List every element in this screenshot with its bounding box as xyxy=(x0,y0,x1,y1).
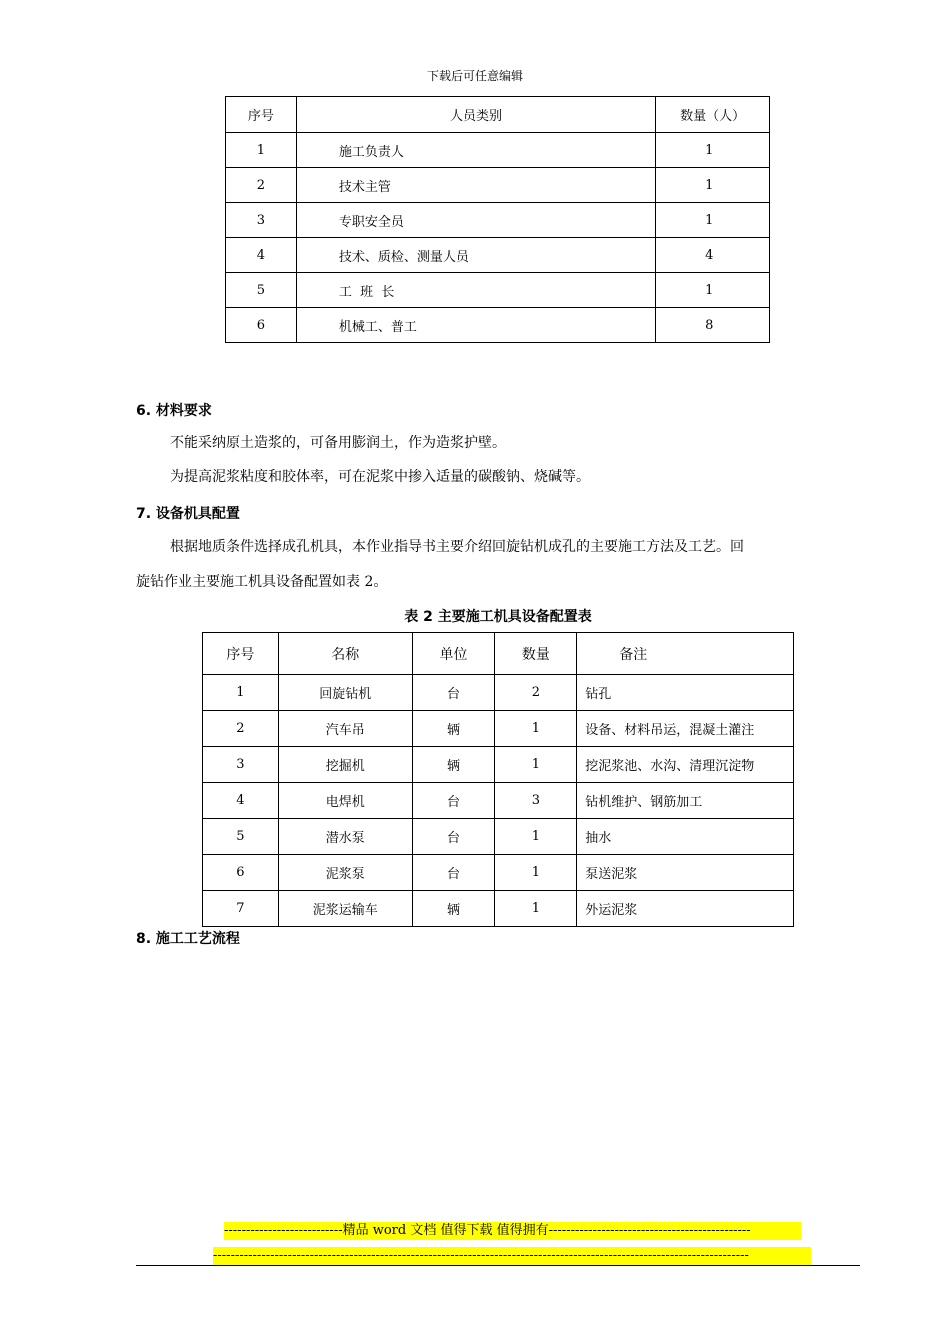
equipment-name: 回旋钻机 xyxy=(278,675,412,711)
table-row xyxy=(226,238,770,273)
header-cell: 序号 xyxy=(226,97,297,133)
equipment-name: 汽车吊 xyxy=(278,711,412,747)
header-cell: 人员类别 xyxy=(296,97,655,133)
personnel-category: 技术主管 xyxy=(296,168,655,203)
table-2-caption: 表 2 主要施工机具设备配置表 xyxy=(404,609,592,625)
row-number: 6 xyxy=(226,308,297,343)
table-row xyxy=(226,133,770,168)
personnel-category: 工 班 长 xyxy=(296,273,655,308)
equipment-qty: 2 xyxy=(495,675,577,711)
section-6-para-2: 为提高泥浆粘度和胶体率，可在泥浆中掺入适量的碳酸钠、烧碱等。 xyxy=(170,469,590,485)
row-number: 6 xyxy=(203,855,279,891)
equipment-note: 钻孔 xyxy=(577,675,794,711)
table-row xyxy=(203,747,794,783)
row-number: 3 xyxy=(226,203,297,238)
header-cell: 数量（人） xyxy=(656,97,770,133)
header-cell: 名称 xyxy=(278,633,412,675)
personnel-count: 4 xyxy=(656,238,770,273)
section-7-title: 7. 设备机具配置 xyxy=(136,506,240,522)
table-row xyxy=(226,168,770,203)
personnel-count: 1 xyxy=(656,203,770,238)
row-number: 4 xyxy=(203,783,279,819)
table-row xyxy=(203,711,794,747)
header-cell: 数量 xyxy=(495,633,577,675)
equipment-unit: 台 xyxy=(412,675,495,711)
equipment-unit: 台 xyxy=(412,783,495,819)
equipment-qty: 3 xyxy=(495,783,577,819)
equipment-note: 抽水 xyxy=(577,819,794,855)
equipment-unit: 台 xyxy=(412,855,495,891)
equipment-name: 电焊机 xyxy=(278,783,412,819)
row-number: 2 xyxy=(226,168,297,203)
table-row xyxy=(203,783,794,819)
table-row xyxy=(226,273,770,308)
personnel-count: 1 xyxy=(656,273,770,308)
footer-banner-line-1: ---------------------------精品 word 文档 值得下载 值得拥有---------------------------------------------- xyxy=(224,1222,801,1240)
equipment-name: 泥浆运输车 xyxy=(278,891,412,927)
footer-rule xyxy=(136,1265,860,1266)
section-6-para-1: 不能采纳原土造浆的，可备用膨润土，作为造浆护壁。 xyxy=(170,435,506,451)
equipment-unit: 辆 xyxy=(412,891,495,927)
personnel-category: 专职安全员 xyxy=(296,203,655,238)
table-row xyxy=(203,891,794,927)
equipment-qty: 1 xyxy=(495,891,577,927)
equipment-note: 泵送泥浆 xyxy=(577,855,794,891)
section-8-title: 8. 施工工艺流程 xyxy=(136,931,240,947)
personnel-count: 1 xyxy=(656,133,770,168)
row-number: 2 xyxy=(203,711,279,747)
row-number: 1 xyxy=(226,133,297,168)
personnel-category: 机械工、普工 xyxy=(296,308,655,343)
table-row xyxy=(203,675,794,711)
equipment-qty: 1 xyxy=(495,855,577,891)
equipment-qty: 1 xyxy=(495,819,577,855)
personnel-count: 8 xyxy=(656,308,770,343)
footer-banner-line-2: -------------------------------------------------------------------------------------------------------------------------- xyxy=(213,1247,811,1265)
row-number: 3 xyxy=(203,747,279,783)
header-cell: 单位 xyxy=(412,633,495,675)
table-header-row xyxy=(203,633,794,675)
equipment-note: 挖泥浆池、水沟、清理沉淀物 xyxy=(577,747,794,783)
personnel-category: 施工负责人 xyxy=(296,133,655,168)
equipment-table xyxy=(202,632,794,927)
equipment-name: 泥浆泵 xyxy=(278,855,412,891)
section-7-para-line-1: 根据地质条件选择成孔机具，本作业指导书主要介绍回旋钻机成孔的主要施工方法及工艺。回 xyxy=(170,539,744,555)
row-number: 5 xyxy=(226,273,297,308)
table-header-row xyxy=(226,97,770,133)
table-row xyxy=(203,855,794,891)
equipment-qty: 1 xyxy=(495,747,577,783)
personnel-category: 技术、质检、测量人员 xyxy=(296,238,655,273)
section-6-title: 6. 材料要求 xyxy=(136,403,212,419)
equipment-unit: 台 xyxy=(412,819,495,855)
table-row xyxy=(203,819,794,855)
section-7-para-line-2: 旋钻作业主要施工机具设备配置如表 2。 xyxy=(136,574,388,590)
header-note: 下载后可任意编辑 xyxy=(426,69,523,83)
equipment-note: 设备、材料吊运，混凝土灌注 xyxy=(577,711,794,747)
equipment-name: 潜水泵 xyxy=(278,819,412,855)
personnel-table xyxy=(225,96,770,343)
table-row xyxy=(226,203,770,238)
row-number: 4 xyxy=(226,238,297,273)
row-number: 5 xyxy=(203,819,279,855)
equipment-unit: 辆 xyxy=(412,747,495,783)
table-row xyxy=(226,308,770,343)
personnel-count: 1 xyxy=(656,168,770,203)
equipment-note: 外运泥浆 xyxy=(577,891,794,927)
header-cell: 序号 xyxy=(203,633,279,675)
row-number: 7 xyxy=(203,891,279,927)
header-cell: 备注 xyxy=(577,633,794,675)
equipment-qty: 1 xyxy=(495,711,577,747)
row-number: 1 xyxy=(203,675,279,711)
equipment-note: 钻机维护、钢筋加工 xyxy=(577,783,794,819)
equipment-unit: 辆 xyxy=(412,711,495,747)
equipment-name: 挖掘机 xyxy=(278,747,412,783)
